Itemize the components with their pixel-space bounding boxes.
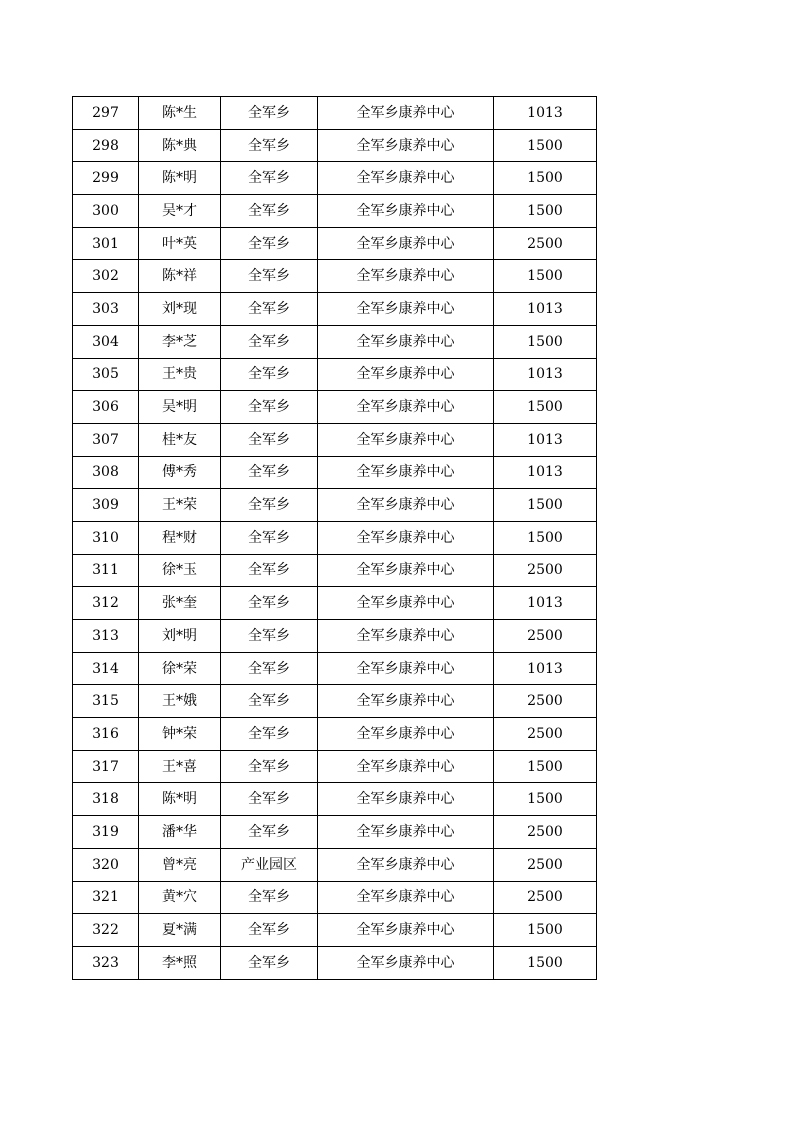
- institution-cell: 全军乡康养中心: [318, 260, 494, 293]
- town-cell: 全军乡: [221, 489, 318, 522]
- amount-cell: 1013: [494, 456, 597, 489]
- town-cell: 全军乡: [221, 391, 318, 424]
- table-row: [73, 195, 597, 228]
- name-cell: 王*娥: [139, 685, 221, 718]
- town-cell: 全军乡: [221, 521, 318, 554]
- row-number-cell: 300: [73, 195, 139, 228]
- name-cell: 吴*才: [139, 195, 221, 228]
- name-cell: 王*贵: [139, 358, 221, 391]
- table-row: [73, 260, 597, 293]
- row-number-cell: 321: [73, 881, 139, 914]
- row-number-cell: 299: [73, 162, 139, 195]
- town-cell: 全军乡: [221, 587, 318, 620]
- town-cell: 全军乡: [221, 162, 318, 195]
- amount-cell: 1500: [494, 260, 597, 293]
- row-number-cell: 320: [73, 848, 139, 881]
- table-row: [73, 325, 597, 358]
- institution-cell: 全军乡康养中心: [318, 718, 494, 751]
- table-row: [73, 718, 597, 751]
- institution-cell: 全军乡康养中心: [318, 129, 494, 162]
- amount-cell: 1013: [494, 652, 597, 685]
- row-number-cell: 312: [73, 587, 139, 620]
- row-number-cell: 304: [73, 325, 139, 358]
- town-cell: 全军乡: [221, 946, 318, 979]
- institution-cell: 全军乡康养中心: [318, 358, 494, 391]
- row-number-cell: 301: [73, 227, 139, 260]
- name-cell: 夏*满: [139, 914, 221, 947]
- amount-cell: 1500: [494, 162, 597, 195]
- amount-cell: 2500: [494, 816, 597, 849]
- table-row: [73, 391, 597, 424]
- amount-cell: 1500: [494, 391, 597, 424]
- amount-cell: 1500: [494, 914, 597, 947]
- amount-cell: 2500: [494, 227, 597, 260]
- row-number-cell: 298: [73, 129, 139, 162]
- table-row: [73, 521, 597, 554]
- amount-cell: 1013: [494, 423, 597, 456]
- institution-cell: 全军乡康养中心: [318, 423, 494, 456]
- name-cell: 徐*荣: [139, 652, 221, 685]
- amount-cell: 2500: [494, 718, 597, 751]
- row-number-cell: 323: [73, 946, 139, 979]
- row-number-cell: 297: [73, 97, 139, 130]
- amount-cell: 2500: [494, 881, 597, 914]
- institution-cell: 全军乡康养中心: [318, 97, 494, 130]
- table-row: [73, 358, 597, 391]
- institution-cell: 全军乡康养中心: [318, 325, 494, 358]
- table-row: [73, 783, 597, 816]
- name-cell: 陈*明: [139, 783, 221, 816]
- institution-cell: 全军乡康养中心: [318, 848, 494, 881]
- table-row: [73, 97, 597, 130]
- town-cell: 全军乡: [221, 423, 318, 456]
- row-number-cell: 314: [73, 652, 139, 685]
- institution-cell: 全军乡康养中心: [318, 554, 494, 587]
- table-row: [73, 848, 597, 881]
- town-cell: 全军乡: [221, 97, 318, 130]
- row-number-cell: 306: [73, 391, 139, 424]
- institution-cell: 全军乡康养中心: [318, 881, 494, 914]
- name-cell: 陈*生: [139, 97, 221, 130]
- table-row: [73, 423, 597, 456]
- name-cell: 曾*亮: [139, 848, 221, 881]
- name-cell: 王*喜: [139, 750, 221, 783]
- row-number-cell: 311: [73, 554, 139, 587]
- name-cell: 程*财: [139, 521, 221, 554]
- table-row: [73, 489, 597, 522]
- name-cell: 王*荣: [139, 489, 221, 522]
- table-row: [73, 293, 597, 326]
- row-number-cell: 309: [73, 489, 139, 522]
- town-cell: 全军乡: [221, 195, 318, 228]
- table-row: [73, 914, 597, 947]
- name-cell: 桂*友: [139, 423, 221, 456]
- town-cell: 全军乡: [221, 685, 318, 718]
- town-cell: 全军乡: [221, 881, 318, 914]
- amount-cell: 1500: [494, 129, 597, 162]
- institution-cell: 全军乡康养中心: [318, 685, 494, 718]
- town-cell: 全军乡: [221, 914, 318, 947]
- amount-cell: 1013: [494, 587, 597, 620]
- amount-cell: 2500: [494, 554, 597, 587]
- institution-cell: 全军乡康养中心: [318, 816, 494, 849]
- amount-cell: 1013: [494, 293, 597, 326]
- institution-cell: 全军乡康养中心: [318, 587, 494, 620]
- amount-cell: 1500: [494, 325, 597, 358]
- row-number-cell: 317: [73, 750, 139, 783]
- name-cell: 叶*英: [139, 227, 221, 260]
- town-cell: 全军乡: [221, 129, 318, 162]
- row-number-cell: 308: [73, 456, 139, 489]
- amount-cell: 1500: [494, 750, 597, 783]
- roster-table-body: [73, 97, 597, 980]
- institution-cell: 全军乡康养中心: [318, 195, 494, 228]
- table-row: [73, 620, 597, 653]
- amount-cell: 1013: [494, 97, 597, 130]
- town-cell: 全军乡: [221, 718, 318, 751]
- row-number-cell: 318: [73, 783, 139, 816]
- name-cell: 徐*玉: [139, 554, 221, 587]
- table-row: [73, 652, 597, 685]
- table-row: [73, 162, 597, 195]
- town-cell: 全军乡: [221, 456, 318, 489]
- table-row: [73, 946, 597, 979]
- amount-cell: 1500: [494, 195, 597, 228]
- table-row: [73, 554, 597, 587]
- institution-cell: 全军乡康养中心: [318, 620, 494, 653]
- amount-cell: 1500: [494, 783, 597, 816]
- town-cell: 全军乡: [221, 227, 318, 260]
- institution-cell: 全军乡康养中心: [318, 293, 494, 326]
- institution-cell: 全军乡康养中心: [318, 783, 494, 816]
- amount-cell: 1013: [494, 358, 597, 391]
- row-number-cell: 302: [73, 260, 139, 293]
- table-row: [73, 456, 597, 489]
- table-row: [73, 129, 597, 162]
- table-row: [73, 227, 597, 260]
- town-cell: 全军乡: [221, 293, 318, 326]
- town-cell: 全军乡: [221, 652, 318, 685]
- row-number-cell: 310: [73, 521, 139, 554]
- name-cell: 吴*明: [139, 391, 221, 424]
- institution-cell: 全军乡康养中心: [318, 489, 494, 522]
- row-number-cell: 303: [73, 293, 139, 326]
- name-cell: 傅*秀: [139, 456, 221, 489]
- town-cell: 全军乡: [221, 783, 318, 816]
- institution-cell: 全军乡康养中心: [318, 456, 494, 489]
- row-number-cell: 307: [73, 423, 139, 456]
- roster-table: [72, 96, 597, 980]
- town-cell: 全军乡: [221, 358, 318, 391]
- table-row: [73, 685, 597, 718]
- amount-cell: 1500: [494, 946, 597, 979]
- name-cell: 潘*华: [139, 816, 221, 849]
- amount-cell: 2500: [494, 848, 597, 881]
- name-cell: 陈*祥: [139, 260, 221, 293]
- table-row: [73, 881, 597, 914]
- row-number-cell: 305: [73, 358, 139, 391]
- town-cell: 全军乡: [221, 620, 318, 653]
- name-cell: 刘*现: [139, 293, 221, 326]
- table-row: [73, 750, 597, 783]
- name-cell: 张*奎: [139, 587, 221, 620]
- institution-cell: 全军乡康养中心: [318, 652, 494, 685]
- institution-cell: 全军乡康养中心: [318, 227, 494, 260]
- institution-cell: 全军乡康养中心: [318, 391, 494, 424]
- table-row: [73, 816, 597, 849]
- amount-cell: 1500: [494, 489, 597, 522]
- town-cell: 全军乡: [221, 260, 318, 293]
- name-cell: 李*照: [139, 946, 221, 979]
- name-cell: 刘*明: [139, 620, 221, 653]
- institution-cell: 全军乡康养中心: [318, 521, 494, 554]
- institution-cell: 全军乡康养中心: [318, 162, 494, 195]
- town-cell: 全军乡: [221, 554, 318, 587]
- name-cell: 李*芝: [139, 325, 221, 358]
- name-cell: 陈*典: [139, 129, 221, 162]
- row-number-cell: 322: [73, 914, 139, 947]
- amount-cell: 1500: [494, 521, 597, 554]
- town-cell: 全军乡: [221, 325, 318, 358]
- name-cell: 黄*穴: [139, 881, 221, 914]
- name-cell: 陈*明: [139, 162, 221, 195]
- amount-cell: 2500: [494, 685, 597, 718]
- institution-cell: 全军乡康养中心: [318, 914, 494, 947]
- institution-cell: 全军乡康养中心: [318, 750, 494, 783]
- row-number-cell: 315: [73, 685, 139, 718]
- table-row: [73, 587, 597, 620]
- row-number-cell: 313: [73, 620, 139, 653]
- row-number-cell: 316: [73, 718, 139, 751]
- town-cell: 产业园区: [221, 848, 318, 881]
- town-cell: 全军乡: [221, 816, 318, 849]
- institution-cell: 全军乡康养中心: [318, 946, 494, 979]
- town-cell: 全军乡: [221, 750, 318, 783]
- row-number-cell: 319: [73, 816, 139, 849]
- name-cell: 钟*荣: [139, 718, 221, 751]
- amount-cell: 2500: [494, 620, 597, 653]
